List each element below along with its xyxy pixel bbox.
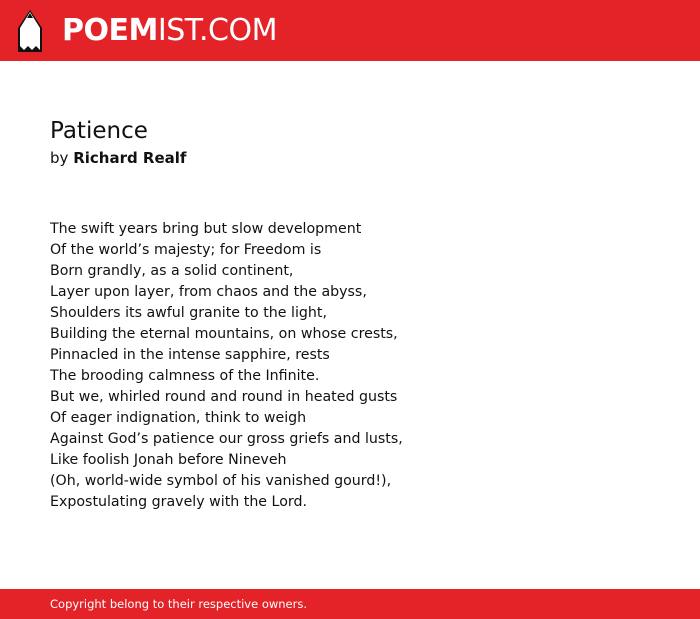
poem-line: Born grandly, as a solid continent, [50, 263, 294, 279]
poem-line: Shoulders its awful granite to the light, [50, 305, 327, 321]
site-logo-text [62, 10, 277, 52]
poem-title: Patience [50, 118, 148, 144]
site-logo[interactable] [18, 10, 277, 52]
poem-line: Layer upon layer, from chaos and the abyss, [50, 284, 367, 300]
poem-body [50, 219, 650, 513]
logo-bold-text: POEM [62, 13, 158, 48]
poem-line: But we, whirled round and round in heated gusts [50, 389, 398, 405]
poem-line: Pinnacled in the intense sapphire, rests [50, 347, 330, 363]
poem-author: Richard Realf [73, 149, 187, 167]
poem-line: The brooding calmness of the Infinite. [50, 368, 320, 384]
pencil-tip-icon [18, 10, 42, 52]
copyright-notice: Copyright belong to their respective owners. [50, 597, 308, 611]
poem-line: Of eager indignation, think to weigh [50, 410, 307, 426]
poem-line: Building the eternal mountains, on whose crests, [50, 326, 398, 342]
byline-label: by [50, 149, 69, 167]
poem-line: Expostulating gravely with the Lord. [50, 494, 307, 510]
logo-light-text: IST.COM [157, 13, 277, 48]
site-footer [0, 589, 700, 619]
poem-line: The swift years bring but slow development [50, 221, 362, 237]
poem-line: Against God’s patience our gross griefs and lusts, [50, 431, 403, 447]
poem-byline [50, 147, 650, 169]
poem-line: Like foolish Jonah before Nineveh [50, 452, 287, 468]
site-header [0, 0, 700, 61]
poem-line: Of the world’s majesty; for Freedom is [50, 242, 322, 258]
poem-heading [50, 115, 650, 169]
poem-line: (Oh, world-wide symbol of his vanished gourd!), [50, 473, 392, 489]
